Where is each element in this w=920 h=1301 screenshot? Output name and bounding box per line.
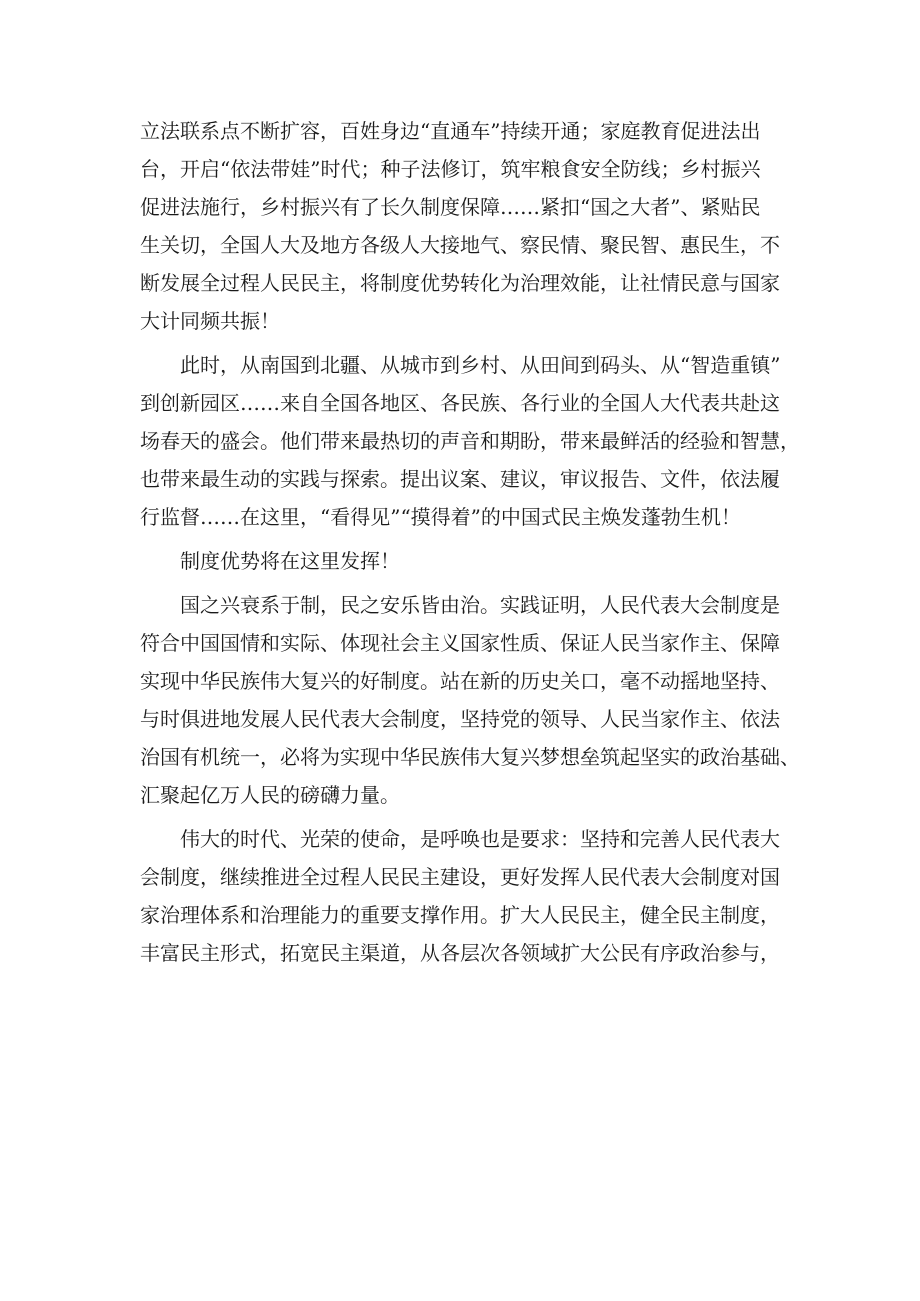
text-line: 场春天的盛会。他们带来最热切的声音和期盼，带来最鲜活的经验和智慧， xyxy=(140,429,800,453)
text-line: 伟大的时代、光荣的使命，是呼唤也是要求：坚持和完善人民代表大 xyxy=(180,827,780,851)
text-line: 会制度，继续推进全过程人民民主建设，更好发挥人民代表大会制度对国 xyxy=(140,865,780,889)
text-line: 家治理体系和治理能力的重要支撑作用。扩大人民民主，健全民主制度， xyxy=(140,903,780,927)
text-line: 生关切，全国人大及地方各级人大接地气、察民情、聚民智、惠民生，不 xyxy=(140,233,780,257)
text-line: 断发展全过程人民民主，将制度优势转化为治理效能，让社情民意与国家 xyxy=(140,271,780,295)
text-line: 此时，从南国到北疆、从城市到乡村、从田间到码头、从“智造重镇” xyxy=(180,353,781,377)
paragraph-3 xyxy=(140,542,800,580)
text-line: 丰富民主形式，拓宽民主渠道，从各层次各领域扩大公民有序政治参与， xyxy=(140,941,780,965)
text-line: 行监督……在这里，“看得见”“摸得着”的中国式民主焕发蓬勃生机！ xyxy=(140,505,741,529)
text-line: 到创新园区……来自全国各地区、各民族、各行业的全国人大代表共赴这 xyxy=(140,391,780,415)
text-line: 也带来最生动的实践与探索。提出议案、建议，审议报告、文件，依法履 xyxy=(140,467,780,491)
article-body xyxy=(140,112,800,978)
text-line: 汇聚起亿万人民的磅礴力量。 xyxy=(140,783,400,807)
text-line: 治国有机统一，必将为实现中华民族伟大复兴梦想垒筑起坚实的政治基础、 xyxy=(140,745,800,769)
paragraph-1 xyxy=(140,112,800,340)
text-line: 与时俱进地发展人民代表大会制度，坚持党的领导、人民当家作主、依法 xyxy=(140,707,780,731)
text-line: 符合中国国情和实际、体现社会主义国家性质、保证人民当家作主、保障 xyxy=(140,631,780,655)
text-line: 立法联系点不断扩容，百姓身边“直通车”持续开通；家庭教育促进法出 xyxy=(140,119,761,143)
text-line: 实现中华民族伟大复兴的好制度。站在新的历史关口，毫不动摇地坚持、 xyxy=(140,669,780,693)
paragraph-4 xyxy=(140,586,800,814)
paragraph-2 xyxy=(140,346,800,536)
text-line: 国之兴衰系于制，民之安乐皆由治。实践证明，人民代表大会制度是 xyxy=(180,593,780,617)
text-line: 大计同频共振！ xyxy=(140,309,280,333)
text-line: 促进法施行，乡村振兴有了长久制度保障……紧扣“国之大者”、紧贴民 xyxy=(140,195,761,219)
text-line: 制度优势将在这里发挥！ xyxy=(180,549,400,573)
text-line: 台，开启“依法带娃”时代；种子法修订，筑牢粮食安全防线；乡村振兴 xyxy=(140,157,761,181)
paragraph-5 xyxy=(140,820,800,972)
